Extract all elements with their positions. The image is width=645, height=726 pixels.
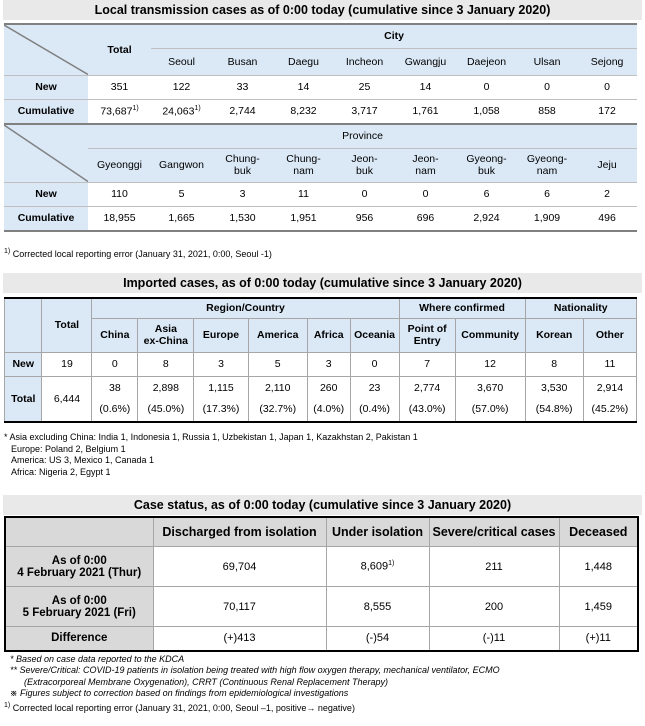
total-cell (350, 376, 399, 422)
local-title: Local transmission cases as of 0:00 today (cumulative since 3 January 2020) (3, 0, 642, 20)
province-name: Gyeong- buk (456, 148, 517, 182)
province-new-value: 0 (395, 182, 456, 206)
province-cum-value: 696 (395, 206, 456, 231)
total-pct: (45.0%) (147, 403, 185, 416)
province-cum-value: 956 (334, 206, 395, 231)
total-value: 2,774 (414, 382, 441, 395)
col-header: Other (583, 318, 636, 352)
province-name: Jeon- buk (334, 148, 395, 182)
total-pct: (43.0%) (408, 403, 446, 416)
total-cell (525, 376, 583, 422)
total-value: 2,110 (264, 382, 291, 395)
footnote-marker: 1) (388, 560, 395, 568)
province-new-value: 0 (334, 182, 395, 206)
new-value: 7 (399, 352, 455, 376)
province-new-value: 6 (456, 182, 517, 206)
city-new-value: 14 (273, 75, 334, 99)
total-cell (455, 376, 525, 422)
province-new-value: 5 (151, 182, 212, 206)
city-new-value: 0 (456, 75, 517, 99)
province-name: Jeon- nam (395, 148, 456, 182)
row-label-date: As of 0:00 4 February 2021 (Thur) (5, 547, 153, 587)
new-value: 0 (350, 352, 399, 376)
city-header: City (151, 24, 637, 48)
city-new-value: 0 (517, 75, 577, 99)
city-name: Busan (212, 48, 273, 75)
col-header: China (92, 318, 138, 352)
province-name: Chung- nam (273, 148, 334, 182)
total-pct: (4.0%) (313, 403, 345, 416)
footnote-marker: 1) (4, 248, 11, 255)
note-line: America: US 3, Mexico 1, Canada 1 (11, 455, 155, 465)
status-title: Case status, as of 0:00 today (cumulative since 3 January 2020) (3, 495, 642, 515)
province-name: Jeju (577, 148, 637, 182)
total-value: 2,914 (596, 382, 624, 395)
city-cum-value: 858 (517, 99, 577, 124)
total-value: 38 (108, 382, 121, 395)
diagonal-header-cell (4, 124, 88, 182)
corner-cell (5, 517, 153, 547)
province-new-value: 2 (577, 182, 637, 206)
note-line: ** Severe/Critical: COVID-19 patients in isolation being treated with high flow oxygen therapy, mechanical ventilator, ECMO (10, 665, 500, 676)
province-name: Gyeong- nam (517, 148, 577, 182)
city-cum-value: 2,744 (212, 99, 273, 124)
footnote-marker: 1) (194, 105, 201, 112)
city-new-value: 14 (395, 75, 456, 99)
status-header: Discharged from isolation (153, 517, 326, 547)
note-line: Africa: Nigeria 2, Egypt 1 (11, 466, 111, 477)
city-name: Daegu (273, 48, 334, 75)
col-header: Oceania (350, 318, 399, 352)
row-label-total: Total (5, 376, 42, 422)
city-new-value: 0 (577, 75, 637, 99)
city-cum-value: 73,687$^{1)}$ (88, 99, 151, 124)
total-pct: (0.4%) (359, 403, 391, 416)
province-name: Gangwon (151, 148, 212, 182)
row-label-cumulative: Cumulative (4, 99, 88, 124)
note-line: ※ Figures subject to correction based on findings from epidemiological investigations (10, 688, 349, 699)
new-value: 12 (455, 352, 525, 376)
imported-cases-table (4, 297, 637, 423)
note-line: * Asia excluding China: India 1, Indonesia 1, Russia 1, Uzbekistan 1, Japan 1, Kazakhstan 2, Pakistan 1 (4, 432, 418, 442)
status-value: 200 (429, 587, 559, 627)
where-confirmed-header: Where confirmed (399, 298, 525, 318)
province-new-value: 11 (273, 182, 334, 206)
status-header: Deceased (559, 517, 638, 547)
row-label-date: As of 0:00 5 February 2021 (Fri) (5, 587, 153, 627)
status-header: Under isolation (326, 517, 429, 547)
local-footnote: $^{1)}$ Corrected local reporting error (January 31, 2021, 0:00, Seoul -1) (4, 248, 272, 259)
province-new-value: 110 (88, 182, 151, 206)
region-header: Region/Country (92, 298, 399, 318)
province-cum-value: 1,530 (212, 206, 273, 231)
diagonal-header-cell (4, 24, 88, 75)
total-value: 3,530 (541, 382, 568, 395)
footnote-marker: 1) (132, 105, 139, 112)
total-value: 2,898 (152, 382, 179, 395)
local-transmission-table (4, 23, 637, 232)
total-value: 1,115 (208, 382, 234, 395)
diagonal-line (4, 25, 88, 75)
city-cum-value: 1,761 (395, 99, 456, 124)
col-header: Point of Entry (399, 318, 455, 352)
col-header: America (248, 318, 307, 352)
city-new-value: 351 (88, 75, 151, 99)
city-cum-value: 24,063$^{1)}$ (151, 99, 212, 124)
new-value: 3 (307, 352, 350, 376)
total-cell (138, 376, 194, 422)
status-footnote: $^{1)}$ Corrected local reporting error (January 31, 2021, 0:00, Seoul –1, positive→ negative) (4, 701, 355, 713)
city-name: Incheon (334, 48, 395, 75)
total-value: 23 (368, 382, 381, 395)
total-cell (248, 376, 307, 422)
total-header: Total (88, 24, 151, 75)
total-value: 260 (319, 382, 338, 395)
new-value: 8 (138, 352, 194, 376)
row-label-new: New (4, 75, 88, 99)
city-name: Daejeon (456, 48, 517, 75)
status-header: Severe/critical cases (429, 517, 559, 547)
city-name: Gwangju (395, 48, 456, 75)
total-pct: (32.7%) (259, 403, 297, 416)
city-name: Sejong (577, 48, 637, 75)
city-cum-value: 1,058 (456, 99, 517, 124)
new-value: 8 (525, 352, 583, 376)
province-name: Chung- buk (212, 148, 273, 182)
imported-title: Imported cases, as of 0:00 today (cumulative since 3 January 2020) (3, 273, 642, 293)
status-notes (4, 654, 500, 714)
col-header: Europe (194, 318, 248, 352)
new-value: 0 (92, 352, 138, 376)
total-cell (399, 376, 455, 422)
case-status-table (4, 516, 639, 652)
status-value: 69,704 (153, 547, 326, 587)
difference-value: (+)413 (153, 627, 326, 651)
city-new-value: 33 (212, 75, 273, 99)
nationality-header: Nationality (525, 298, 636, 318)
footnote-marker: 1) (4, 701, 11, 709)
province-cum-value: 496 (577, 206, 637, 231)
total-cell (307, 376, 350, 422)
col-header: Community (455, 318, 525, 352)
province-cum-value: 18,955 (88, 206, 151, 231)
total-cell (92, 376, 138, 422)
total-new-value: 19 (42, 352, 92, 376)
note-line: * Based on case data reported to the KDCA (10, 654, 185, 664)
new-value: 5 (248, 352, 307, 376)
status-value: 1,448 (559, 547, 638, 587)
total-total-value: 6,444 (42, 376, 92, 422)
province-name: Gyeonggi (88, 148, 151, 182)
city-name: Seoul (151, 48, 212, 75)
row-label-cumulative: Cumulative (4, 206, 88, 231)
status-value: 8,609$^{1)}$ (326, 547, 429, 587)
city-new-value: 25 (334, 75, 395, 99)
province-cum-value: 1,665 (151, 206, 212, 231)
status-value: 8,555 (326, 587, 429, 627)
diagonal-line (4, 125, 88, 182)
difference-value: (-)11 (429, 627, 559, 651)
total-pct: (57.0%) (471, 403, 509, 416)
total-pct: (17.3%) (202, 403, 240, 416)
difference-value: (-)54 (326, 627, 429, 651)
city-name: Ulsan (517, 48, 577, 75)
status-value: 1,459 (559, 587, 638, 627)
status-value: 70,117 (153, 587, 326, 627)
new-value: 11 (583, 352, 636, 376)
city-cum-value: 3,717 (334, 99, 395, 124)
new-value: 3 (194, 352, 248, 376)
province-cum-value: 1,951 (273, 206, 334, 231)
row-label-new: New (5, 352, 42, 376)
col-header: Africa (307, 318, 350, 352)
row-label-difference: Difference (5, 627, 153, 651)
city-cum-value: 8,232 (273, 99, 334, 124)
corner-cell (5, 298, 42, 352)
total-cell (583, 376, 636, 422)
province-new-value: 3 (212, 182, 273, 206)
total-pct: (54.8%) (535, 403, 573, 416)
status-value: 211 (429, 547, 559, 587)
difference-value: (+)11 (559, 627, 638, 651)
total-header: Total (42, 298, 92, 352)
total-cell (194, 376, 248, 422)
province-new-value: 6 (517, 182, 577, 206)
total-pct: (0.6%) (99, 403, 131, 416)
city-cum-value: 172 (577, 99, 637, 124)
total-value: 3,670 (476, 382, 504, 395)
note-line: Europe: Poland 2, Belgium 1 (11, 443, 126, 454)
row-label-new: New (4, 182, 88, 206)
province-header: Province (88, 124, 637, 148)
col-header: Korean (525, 318, 583, 352)
province-cum-value: 2,924 (456, 206, 517, 231)
city-new-value: 122 (151, 75, 212, 99)
note-line: (Extracorporeal Membrane Oxygenation), CRRT (Continuous Renal Replacement Therapy) (24, 676, 388, 687)
total-pct: (45.2%) (591, 403, 629, 416)
imported-notes (4, 432, 418, 478)
col-header: Asia ex-China (138, 318, 194, 352)
province-cum-value: 1,909 (517, 206, 577, 231)
